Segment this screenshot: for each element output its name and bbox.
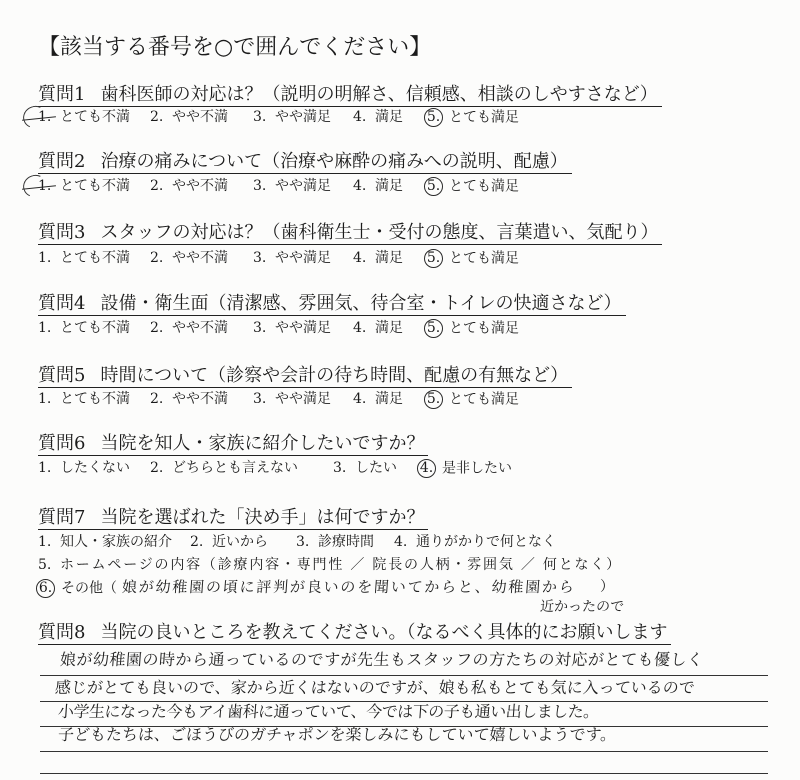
question-2-text: 治療の痛みについて（治療や麻酔の痛みへの説明、配慮） — [100, 151, 568, 172]
q2-option-2 — [150, 177, 228, 196]
question-4-label: 質問4 — [38, 293, 86, 314]
form-instruction-title: 【該当する番号を○で囲んでください】 — [38, 35, 432, 60]
option-label: やや満足 — [275, 109, 331, 125]
option-number: 1. — [38, 534, 52, 550]
option-label: 満足 — [375, 320, 403, 336]
q4-option-4 — [353, 319, 403, 338]
q2-option-1 — [38, 177, 130, 196]
option-number: 4. — [353, 250, 367, 266]
option-label: とても満足 — [449, 391, 519, 408]
option-number-circled: 4. — [417, 459, 436, 478]
option-label: とても不満 — [60, 178, 130, 194]
q5-option-2 — [150, 390, 228, 409]
option-number: 1. — [38, 460, 52, 476]
q1-option-3 — [253, 108, 331, 127]
q4-option-5 — [424, 319, 519, 339]
q8-handwritten-line-3: 小学生になった今もアイ歯科に通っていて、今では下の子も通い出しました。 — [57, 702, 600, 721]
question-8-label: 質問8 — [38, 622, 86, 643]
q7-option-1 — [38, 533, 172, 552]
question-3-text: スタッフの対応は？（歯科衛生士・受付の態度、言葉遣い、気配り） — [100, 222, 659, 243]
option-number: 4. — [353, 109, 367, 125]
option-label: ホームページの内容（診療内容・専門性 ／ 院長の人柄・雰囲気 ／ 何となく） — [60, 557, 622, 573]
q5-option-5 — [424, 390, 519, 410]
option-label: とても満足 — [449, 250, 519, 267]
q7-option-3 — [296, 533, 374, 552]
option-label: その他（ — [61, 580, 117, 597]
q4-option-2 — [150, 319, 228, 338]
option-number: 1. — [38, 250, 52, 266]
option-number: 1. — [38, 320, 52, 336]
option-number: 3. — [253, 250, 267, 266]
option-label: やや満足 — [275, 178, 331, 194]
option-label: 満足 — [375, 391, 403, 407]
question-5-label: 質問5 — [38, 365, 86, 386]
q3-option-1 — [38, 249, 130, 268]
option-label: やや満足 — [275, 250, 331, 266]
option-label: とても満足 — [449, 178, 519, 195]
q1-option-1 — [38, 108, 130, 127]
option-number: 3. — [253, 320, 267, 336]
q7-option-6 — [36, 579, 117, 599]
option-label: とても不満 — [60, 250, 130, 266]
option-number-circled: 5. — [424, 249, 443, 268]
option-label: したくない — [60, 460, 130, 476]
option-number: 2. — [190, 534, 204, 550]
writing-line — [40, 773, 768, 774]
q8-handwritten-line-2: 感じがとても良いので、家から近くはないのですが、娘も私もとても気に入っているので — [54, 678, 696, 697]
q6-option-4 — [417, 459, 512, 479]
option-number: 3. — [253, 109, 267, 125]
option-number: 2. — [150, 391, 164, 407]
q3-option-4 — [353, 249, 403, 268]
q2-option-5 — [424, 177, 519, 197]
question-3-label: 質問3 — [38, 222, 86, 243]
question-4-heading — [38, 293, 626, 316]
option-number: 4. — [394, 534, 408, 550]
writing-line — [40, 675, 768, 676]
question-6-heading — [38, 433, 428, 456]
question-6-text: 当院を知人・家族に紹介したいですか？ — [100, 433, 425, 454]
q6-option-2 — [150, 459, 298, 478]
option-number: 4. — [353, 320, 367, 336]
q6-option-1 — [38, 459, 130, 478]
q4-option-3 — [253, 319, 331, 338]
q6-option-3 — [333, 459, 397, 478]
option-label: とても満足 — [449, 320, 519, 337]
option-label: やや不満 — [172, 178, 228, 194]
option-label: 満足 — [375, 178, 403, 194]
q7-other-closing-paren: ） — [600, 579, 614, 595]
option-number: 2. — [150, 250, 164, 266]
option-label: やや不満 — [172, 391, 228, 407]
q1-option-4 — [353, 108, 403, 127]
option-label: 是非したい — [442, 460, 512, 477]
question-6-label: 質問6 — [38, 433, 86, 454]
q3-option-2 — [150, 249, 228, 268]
q5-option-4 — [353, 390, 403, 409]
writing-line — [40, 726, 768, 727]
q5-option-3 — [253, 390, 331, 409]
q2-option-3 — [253, 177, 331, 196]
q7-other-handwritten-continuation: 近かったので — [539, 599, 625, 615]
question-7-text: 当院を選ばれた「決め手」は何ですか？ — [100, 507, 425, 528]
option-number: 1. — [38, 391, 52, 407]
question-1-text: 歯科医師の対応は？（説明の明解さ、信頼感、相談のしやすさなど） — [100, 84, 658, 105]
option-label: 満足 — [375, 250, 403, 266]
option-number: 3. — [253, 391, 267, 407]
question-2-heading — [38, 151, 572, 174]
q1-option-5 — [424, 108, 519, 128]
option-number: 1. — [38, 108, 54, 127]
question-2-label: 質問2 — [38, 151, 86, 172]
question-5-heading — [38, 365, 572, 388]
option-number: 2. — [150, 320, 164, 336]
option-number-circled: 6. — [36, 579, 55, 598]
q3-option-3 — [253, 249, 331, 268]
writing-line — [40, 751, 768, 752]
option-label: とても不満 — [60, 320, 130, 336]
option-label: どちらとも言えない — [172, 460, 298, 476]
option-number: 3. — [333, 460, 347, 476]
question-5-text: 時間について（診察や会計の待ち時間、配慮の有無など） — [100, 365, 569, 386]
option-number-circled: 5. — [424, 390, 443, 409]
option-number-circled: 5. — [424, 108, 443, 127]
option-label: やや不満 — [172, 320, 228, 336]
writing-line — [40, 701, 768, 702]
question-7-label: 質問7 — [38, 507, 86, 528]
q7-option-5 — [38, 556, 622, 575]
question-8-text: 当院の良いところを教えてください。（なるべく具体的にお願いします — [100, 622, 668, 643]
q7-option-4 — [394, 533, 556, 552]
question-7-heading — [38, 507, 428, 530]
option-number: 2. — [150, 178, 164, 194]
q7-other-handwritten-answer: 娘が幼稚園の頃に評判が良いのを聞いてからと、幼稚園から — [121, 578, 577, 596]
option-number: 2. — [150, 109, 164, 125]
option-label: 近いから — [212, 534, 268, 550]
option-label: やや不満 — [172, 250, 228, 266]
option-label: とても不満 — [60, 109, 130, 125]
option-number: 5. — [38, 557, 52, 573]
question-3-heading — [38, 222, 662, 245]
option-label: やや不満 — [172, 109, 228, 125]
q4-option-1 — [38, 319, 130, 338]
option-number: 4. — [353, 178, 367, 194]
option-number: 1. — [38, 177, 54, 196]
option-label: したい — [355, 460, 397, 476]
option-label: とても不満 — [60, 391, 130, 407]
question-4-text: 設備・衛生面（清潔感、雰囲気、待合室・トイレの快適さなど） — [100, 293, 622, 314]
q7-option-2 — [190, 533, 268, 552]
option-label: やや満足 — [275, 391, 331, 407]
option-number: 4. — [353, 391, 367, 407]
q8-handwritten-line-1: 娘が幼稚園の時から通っているのですが先生もスタッフの方たちの対応がとても優しく — [59, 650, 705, 669]
question-8-heading — [38, 622, 671, 645]
q5-option-1 — [38, 390, 130, 409]
option-number: 3. — [296, 534, 310, 550]
option-number: 3. — [253, 178, 267, 194]
option-number-circled: 5. — [424, 319, 443, 338]
option-label: やや満足 — [275, 320, 331, 336]
q8-handwritten-line-4: 子どもたちは、ごほうびのガチャポンを楽しみにもしていて嬉しいようです。 — [57, 725, 617, 744]
option-label: 通りがかりで何となく — [416, 534, 556, 550]
question-1-heading — [38, 84, 662, 107]
option-label: 診療時間 — [318, 534, 374, 550]
option-label: 知人・家族の紹介 — [60, 534, 172, 550]
option-label: 満足 — [375, 109, 403, 125]
option-label: とても満足 — [449, 109, 519, 126]
option-number: 2. — [150, 460, 164, 476]
question-1-label: 質問1 — [38, 84, 86, 105]
q3-option-5 — [424, 249, 519, 269]
q1-option-2 — [150, 108, 228, 127]
q2-option-4 — [353, 177, 403, 196]
option-number-circled: 5. — [424, 177, 443, 196]
